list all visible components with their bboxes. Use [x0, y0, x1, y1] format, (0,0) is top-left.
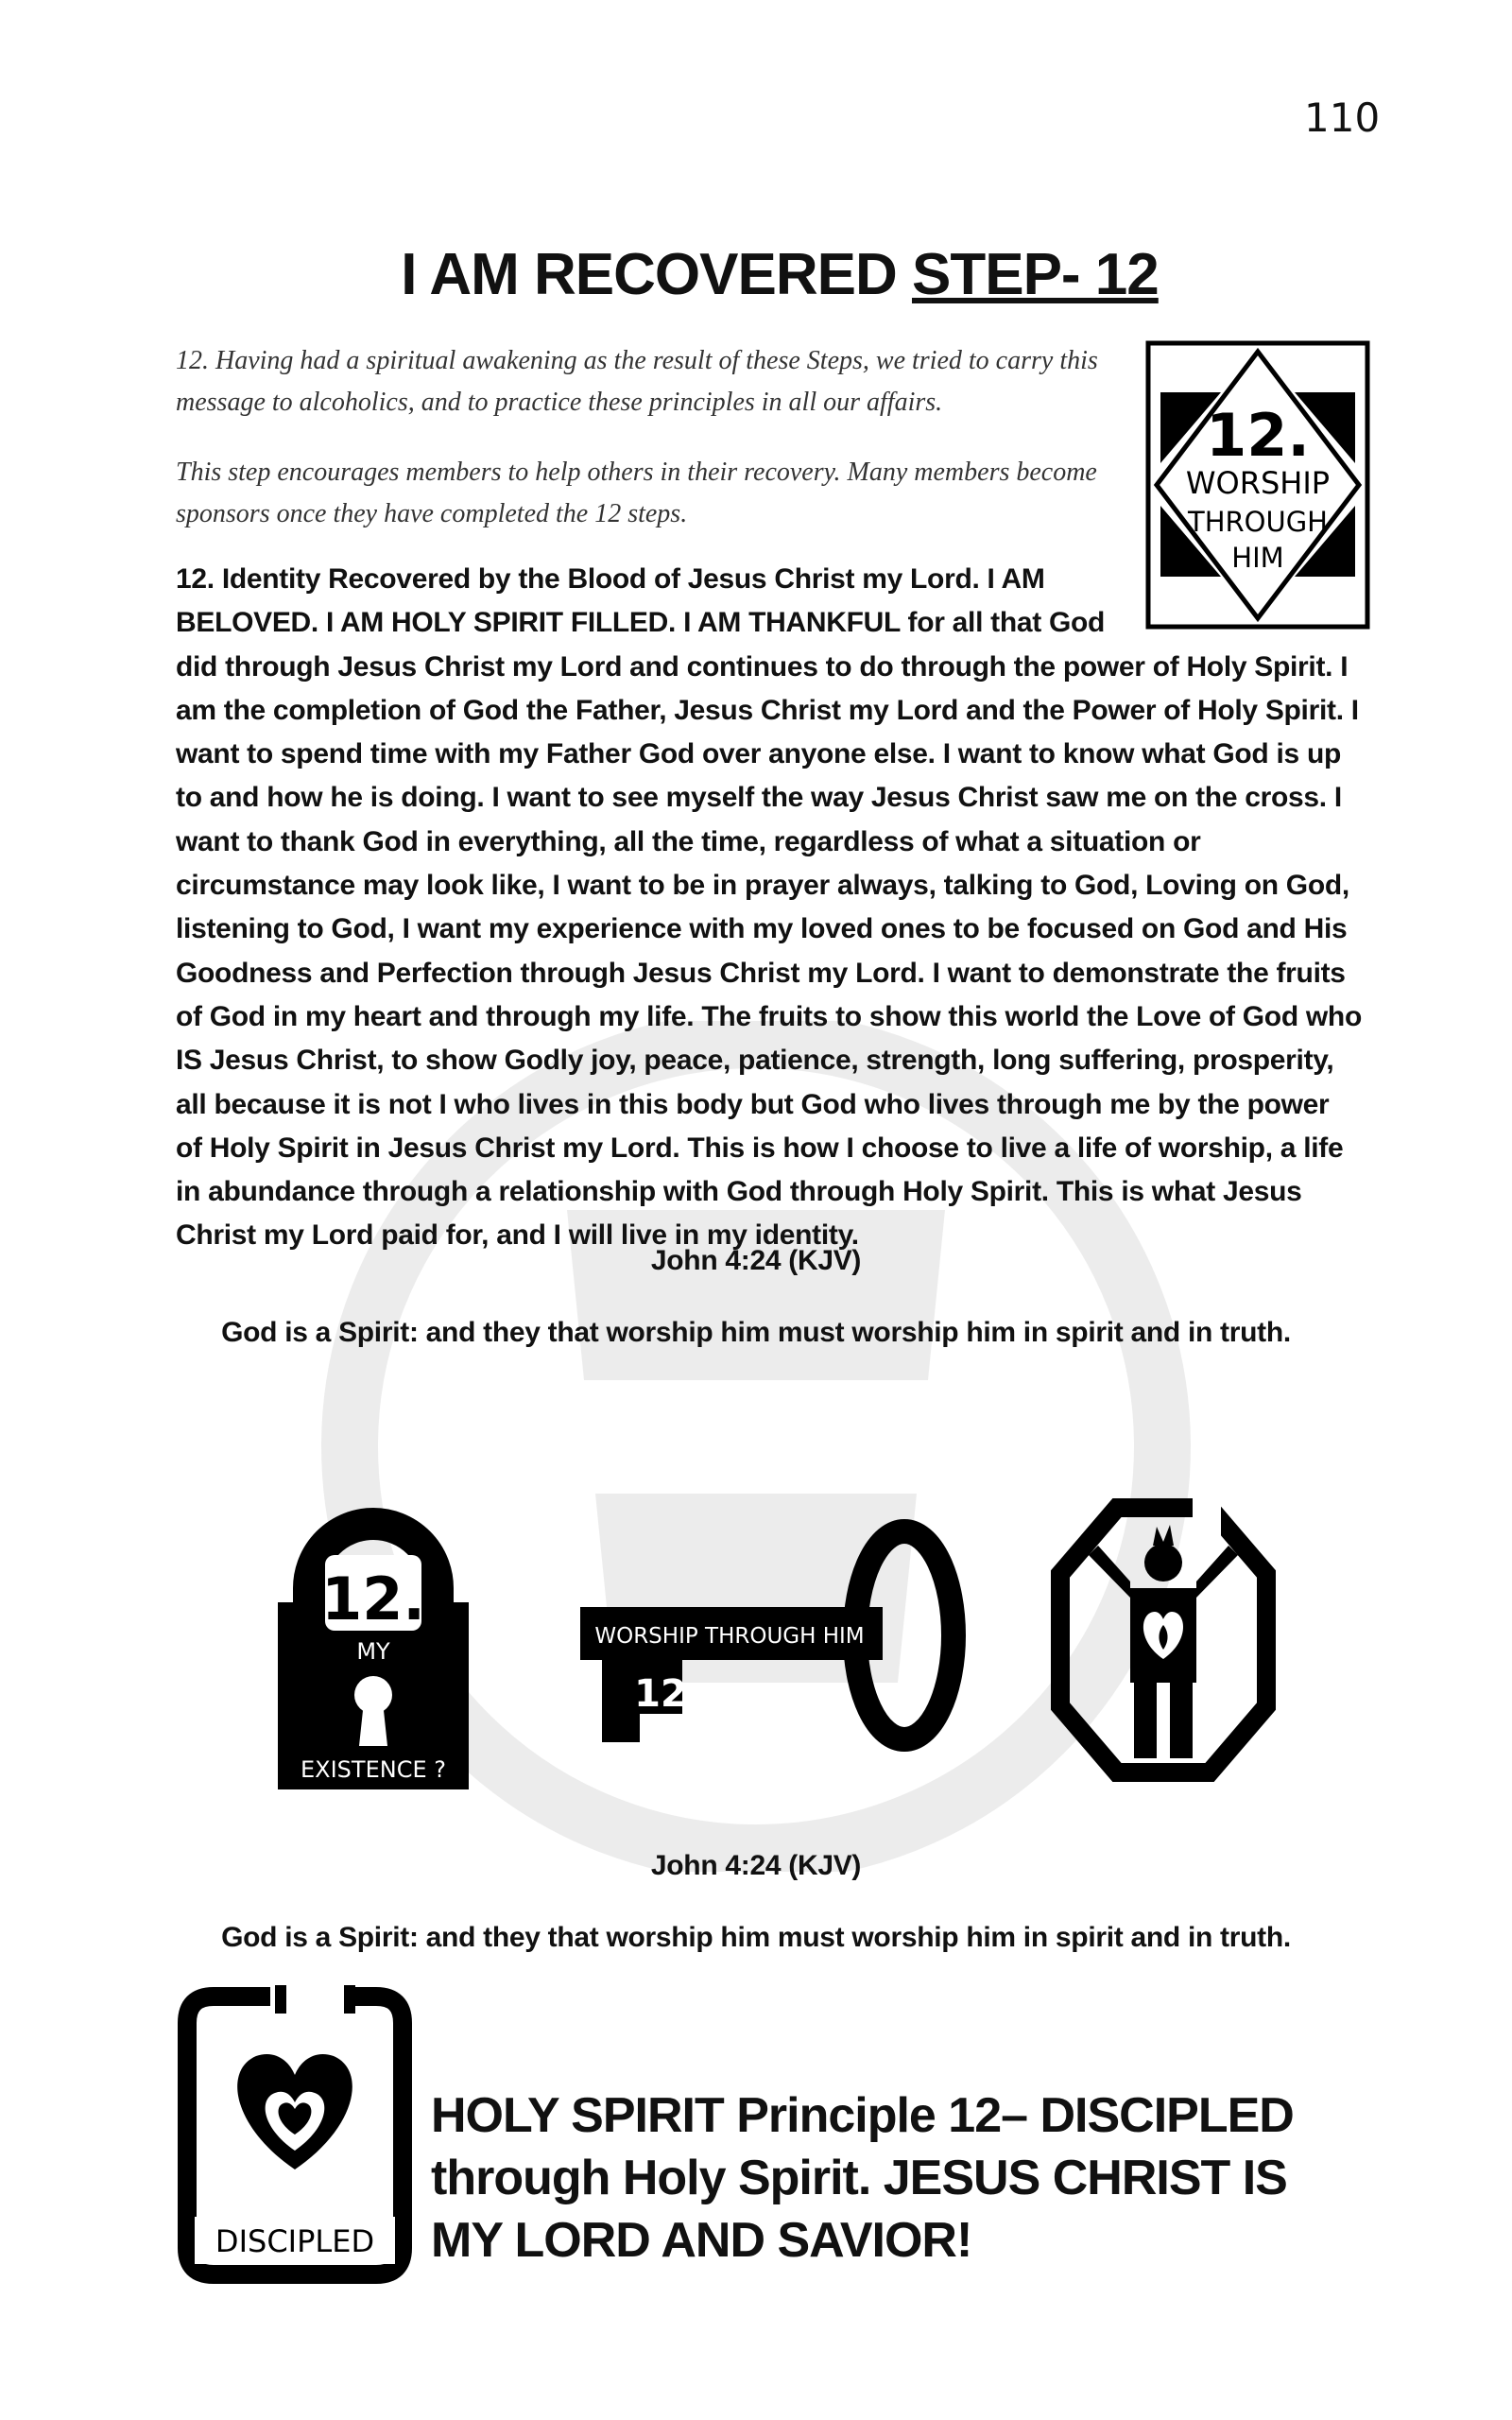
holy-spirit-principle: HOLY SPIRIT Principle 12– DISCIPLED through Holy Spirit. JESUS CHRIST IS MY LORD AND SAVIOR!: [431, 2088, 1294, 2268]
verse-text-2: God is a Spirit: and they that worship him must worship him in spirit and in truth.: [221, 1922, 1291, 1953]
badge-line2: THROUGH: [1187, 506, 1329, 538]
key-icon: [578, 1517, 966, 1763]
verse-reference-2: John 4:24 (KJV): [650, 1850, 862, 1881]
verse-text-1: God is a Spirit: and they that worship him must worship him in spirit and in truth.: [221, 1317, 1291, 1348]
key-number: 12: [634, 1672, 687, 1716]
verse-reference-1: John 4:24 (KJV): [650, 1245, 862, 1276]
title-main: I AM RECOVERED: [401, 242, 912, 307]
padlock-icon: [276, 1498, 471, 1791]
step-text: 12. Having had a spiritual awakening as the result of these Steps, we tried to carry this message to alcoholics, and to practice these principles in all our affairs.: [176, 346, 1098, 417]
identity-paragraph: 12. Identity Recovered by the Blood of Jesus Christ my Lord. I AM BELOVED. I AM HOLY SPIRIT FILLED. I AM THANKFUL for all that God did through Jesus Christ my Lord and continues to do through the power of Holy Spirit. I am the completion of God the Father, Jesus Christ my Lord and the Power of Holy Spirit. I want to spend time with my Father God over anyone else. I want to know what God is up to and how he is doing. I want to see myself the way Jesus Christ saw me on the cross. I want to thank God in everything, all the time, regardless of what a situation or circumstance may look like, I want to be in prayer always, talking to God, Loving on God, listening to God, I want my experience with my loved ones to be focused on God and His Goodness and Perfection through Jesus Christ my Lord. I want to demonstrate the fruits of God in my heart and through my life. The fruits to show this world the Love of God who IS Jesus Christ, to show Godly joy, peace, patience, strength, long suffering, prosperity, all because it is not I who lives in this body but God who lives through me by the power of Holy Spirit in Jesus Christ my Lord. This is how I choose to live a life of worship, a life in abundance through a relationship with God through Holy Spirit. This is what Jesus Christ my Lord paid for, and I will live in my identity.: [176, 563, 1362, 1252]
step-explanation: This step encourages members to help others in their recovery. Many members become sponsors once they have completed the 12 steps.: [176, 458, 1097, 528]
key-label: WORSHIP THROUGH HIM: [594, 1624, 865, 1649]
discipled-hearts-icon: [176, 1985, 414, 2286]
lock-line2: EXISTENCE ?: [301, 1756, 446, 1783]
disciple-label: DISCIPLED: [215, 2223, 375, 2259]
badge-line1: WORSHIP: [1185, 465, 1331, 501]
title-step: STEP- 12: [911, 242, 1159, 307]
lock-number: 12.: [321, 1564, 425, 1634]
badge-number: 12.: [1206, 401, 1310, 470]
page-title: [378, 241, 1181, 308]
lock-line1: MY: [356, 1638, 390, 1665]
page-number: 110: [1304, 95, 1381, 141]
spirit-filled-person-icon: [1051, 1498, 1276, 1782]
badge-line3: HIM: [1231, 542, 1284, 574]
